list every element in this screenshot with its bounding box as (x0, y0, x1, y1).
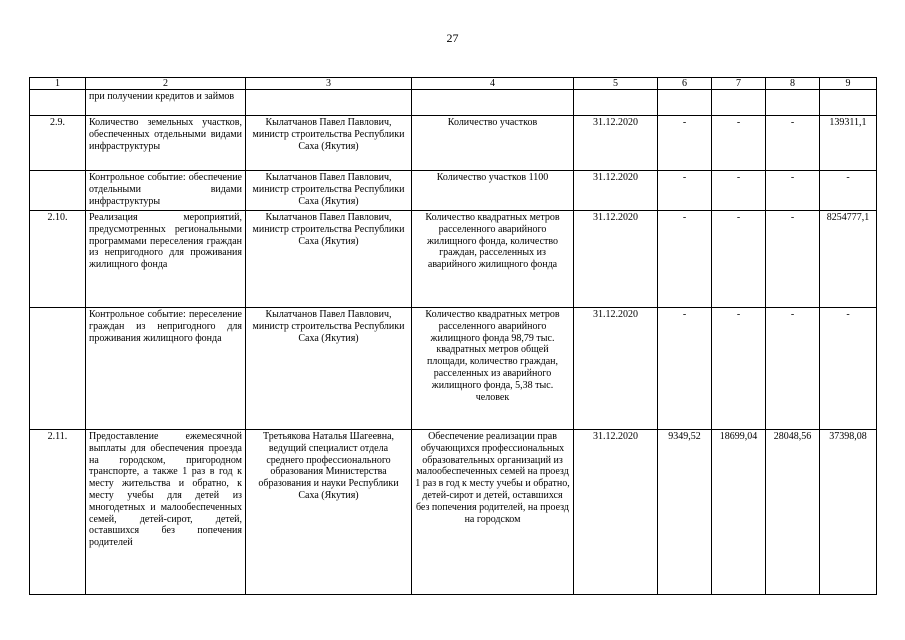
item-number (30, 90, 86, 116)
responsible: Кылатчанов Павел Павлович, министр строительства Республики Саха (Якутия) (246, 171, 412, 211)
value-col-6: - (658, 308, 712, 430)
item-number: 2.11. (30, 430, 86, 595)
value-col-6: 9349,52 (658, 430, 712, 595)
indicator: Количество участков 1100 (412, 171, 574, 211)
column-number-row (30, 78, 877, 90)
value-col-8: - (766, 171, 820, 211)
item-number (30, 171, 86, 211)
value-col-9 (820, 90, 877, 116)
item-name: при получении кредитов и займов (86, 90, 246, 116)
due-date: 31.12.2020 (574, 116, 658, 171)
responsible: Кылатчанов Павел Павлович, министр строительства Республики Саха (Якутия) (246, 211, 412, 308)
value-col-9: - (820, 171, 877, 211)
page-number: 27 (446, 31, 459, 45)
responsible: Третьякова Наталья Шагеевна, ведущий специалист отдела среднего профессионального образования Министерства образования и науки Республики Саха (Якутия) (246, 430, 412, 595)
value-col-8 (766, 90, 820, 116)
item-number: 2.10. (30, 211, 86, 308)
value-col-7: - (712, 211, 766, 308)
value-col-7: - (712, 116, 766, 171)
table-row (30, 90, 877, 116)
table-row (30, 211, 877, 308)
column-number: 7 (712, 78, 766, 90)
due-date: 31.12.2020 (574, 171, 658, 211)
responsible: Кылатчанов Павел Павлович, министр строительства Республики Саха (Якутия) (246, 308, 412, 430)
responsible (246, 90, 412, 116)
value-col-8: - (766, 308, 820, 430)
column-number: 5 (574, 78, 658, 90)
value-col-8: 28048,56 (766, 430, 820, 595)
due-date: 31.12.2020 (574, 211, 658, 308)
value-col-9: - (820, 308, 877, 430)
item-name: Контрольное событие: переселение граждан из непригодного для проживания жилищного фонда (86, 308, 246, 430)
item-name: Предоставление ежемесячной выплаты для обеспечения проезда на городском, пригородном транспорте, а также 1 раз в год к месту жительства и обратно, к месту учебы для детей из многодетных и малообеспеченных семей, детей-сирот, детей, оставшихся без попечения родителей (86, 430, 246, 595)
table-row (30, 430, 877, 595)
indicator: Количество квадратных метров расселенного аварийного жилищного фонда 98,79 тыс. квадратных метров общей площади, количество граждан, расселенных из аварийного жилищного фонда, 5,38 тыс. человек (412, 308, 574, 430)
value-col-9: 8254777,1 (820, 211, 877, 308)
column-number: 3 (246, 78, 412, 90)
value-col-7: - (712, 171, 766, 211)
value-col-6: - (658, 116, 712, 171)
value-col-6: - (658, 211, 712, 308)
value-col-9: 139311,1 (820, 116, 877, 171)
indicator: Количество квадратных метров расселенного аварийного жилищного фонда, количество граждан, расселенных из аварийного жилищного фонда (412, 211, 574, 308)
due-date: 31.12.2020 (574, 308, 658, 430)
item-number (30, 308, 86, 430)
value-col-6: - (658, 171, 712, 211)
column-number: 4 (412, 78, 574, 90)
column-number: 1 (30, 78, 86, 90)
value-col-7 (712, 90, 766, 116)
table-row (30, 308, 877, 430)
item-name: Контрольное событие: обеспечение отдельными видами инфраструктуры (86, 171, 246, 211)
item-name: Реализация мероприятий, предусмотренных региональными программами переселения граждан из непригодного для проживания жилищного фонда (86, 211, 246, 308)
column-number: 6 (658, 78, 712, 90)
indicator (412, 90, 574, 116)
value-col-7: - (712, 308, 766, 430)
value-col-8: - (766, 211, 820, 308)
value-col-8: - (766, 116, 820, 171)
column-number: 2 (86, 78, 246, 90)
item-name: Количество земельных участков, обеспеченных отдельными видами инфраструктуры (86, 116, 246, 171)
responsible: Кылатчанов Павел Павлович, министр строительства Республики Саха (Якутия) (246, 116, 412, 171)
table-row (30, 171, 877, 211)
program-table (29, 77, 877, 595)
value-col-9: 37398,08 (820, 430, 877, 595)
table-row (30, 116, 877, 171)
value-col-6 (658, 90, 712, 116)
column-number: 8 (766, 78, 820, 90)
due-date (574, 90, 658, 116)
column-number: 9 (820, 78, 877, 90)
item-number: 2.9. (30, 116, 86, 171)
indicator: Количество участков (412, 116, 574, 171)
due-date: 31.12.2020 (574, 430, 658, 595)
value-col-7: 18699,04 (712, 430, 766, 595)
indicator: Обеспечение реализации прав обучающихся профессиональных образовательных организаций из малообеспеченных семей на проезд 1 раз в год к месту учебы и обратно, детей-сирот и детей, оставшихся без попечения родителей, на проезд на городском (412, 430, 574, 595)
